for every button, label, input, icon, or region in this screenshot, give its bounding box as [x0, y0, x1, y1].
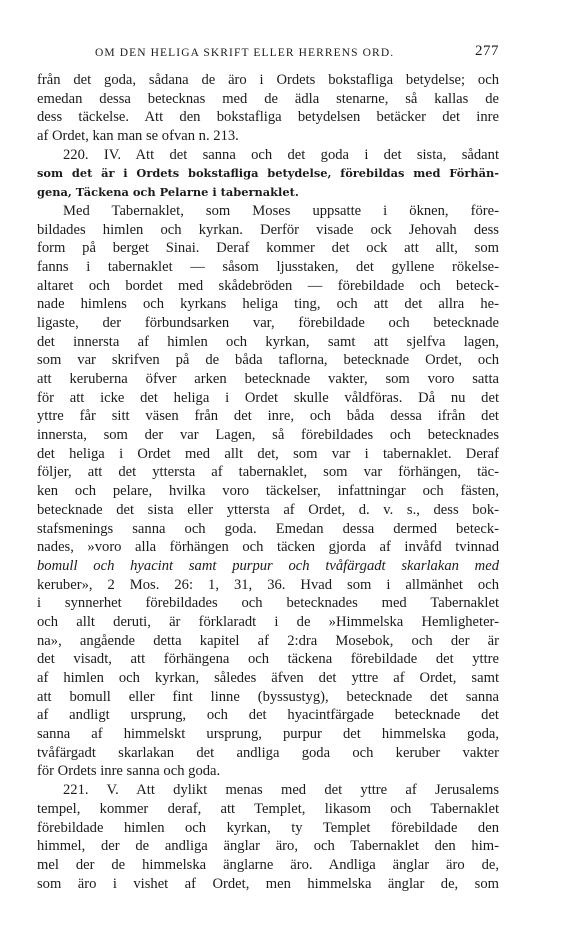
section-heading-line: 220. IV. Att det sanna och det goda i det sista, sådant — [63, 146, 499, 163]
text-line: betecknade det sista eller yttersta af Ordet, d. v. s., dess bok- — [37, 501, 499, 518]
text-line: som var skrifven på de båda taflorna, betecknade Ordet, och — [37, 352, 499, 369]
text-line: förebildade himlen och kyrkan, ty Templet förebildade den — [37, 819, 499, 836]
text-line: af andligt ursprung, och det hyacintfärgade betecknade det — [37, 707, 499, 724]
text-line: mel der de himmelska änglarne äro. Andliga änglar äro de, — [37, 856, 499, 873]
text-line: för Ordets inre sanna och goda. — [37, 763, 221, 780]
page-number: 277 — [475, 43, 499, 59]
section-heading-line: gena, Täckena och Pelarne i tabernaklet. — [37, 185, 299, 200]
section-heading-line: 221. V. Att dylikt menas med det yttre af Jerusalems — [63, 782, 499, 799]
text-line: himmel, der de andliga änglar äro, och Tabernaklet den him- — [37, 838, 499, 855]
text-line: af himlen och kyrkan, således äfven det yttre af Ordet, samt — [37, 670, 499, 686]
text-line: emedan dessa betecknas med de ädla stenarne, så kallas de — [37, 90, 499, 107]
text-line: det heliga i Ordet med allt det, som var i tabernaklet. Deraf — [37, 445, 499, 462]
text-line: na», angående detta kapitel af 2:dra Mosebok, och der är — [37, 632, 499, 649]
text-line: tvåfärgadt skarlakan det andliga goda och keruber vakter — [37, 744, 499, 761]
text-line: tempel, kommer deraf, att Templet, likasom och Tabernaklet — [37, 800, 499, 817]
text-line: för att icke det heliga i Ordet skulle våldföras. Då nu det — [37, 389, 499, 406]
book-page — [37, 0, 499, 928]
text-line: det visadt, att förhängena och täckena förebildade det yttre — [37, 651, 499, 668]
text-line: fanns i tabernaklet — såsom ljusstaken, det gyllene rökelse- — [37, 258, 499, 275]
text-line: och allt deruti, är förklaradt i de »Himmelska Hemligheter- — [37, 613, 499, 630]
body-text — [37, 71, 499, 893]
text-line: af Ordet, kan man se ofvan n. 213. — [37, 128, 239, 145]
text-line: som äro i vishet af Ordet, men himmelska änglar de, som — [37, 875, 499, 892]
text-line: det innersta af himlen och kyrkan, samt att sjelfva lagen, — [37, 333, 499, 350]
section-heading-line: som det är i Ordets bokstafliga betydelse, förebildas med Förhän- — [37, 166, 499, 181]
text-line: innersta, som der var Lagen, så förebildades och betecknades — [37, 427, 499, 444]
text-line: keruber», 2 Mos. 26: 1, 31, 36. Hvad som i allmänhet och — [37, 576, 499, 593]
text-line: ligaste, der förbundsarken var, förebildade och betecknade — [37, 314, 499, 331]
text-line: nade himlens och kyrkans heliga ting, och att det allra he- — [37, 296, 499, 313]
text-line: följer, att det yttersta af tabernaklet, som var förhängen, täc- — [37, 464, 499, 481]
text-line: yttre får sitt väsen från det inre, och båda dessa ifrån det — [37, 408, 499, 425]
text-line: från det goda, sådana de äro i Ordets bokstafliga betydelse; och — [37, 72, 499, 88]
text-line: altaret och bordet med skådebröden — förebildade och beteck- — [37, 277, 499, 294]
text-line: stafsmenings sanna och goda. Emedan dessa dermed beteck- — [37, 520, 499, 537]
text-line: form på berget Sinai. Deraf kommer det ock att allt, som — [37, 240, 499, 257]
text-line: sanna af himmelskt ursprung, purpur det himmelska goda, — [37, 726, 499, 743]
text-line: nades, »voro alla förhängen och täcken gjorda af invåfd tvinnad — [37, 539, 499, 556]
text-line: ken och pelare, hvilka voro täckelser, infattningar och fästen, — [37, 483, 499, 500]
running-head — [37, 44, 499, 64]
running-head-title: OM DEN HELIGA SKRIFT ELLER HERRENS ORD. — [95, 47, 395, 59]
text-line: bildades himlen och kyrkan. Derför visade ock Jehovah dess — [37, 221, 499, 238]
text-line: bomull och hyacint samt purpur och tvåfärgadt skarlakan med — [37, 557, 499, 574]
text-line: att bomull eller fint linne (byssustyg), betecknade det sanna — [37, 688, 499, 705]
text-line: dess täckelse. Att den bokstafliga betydelsen betäcker det inre — [37, 109, 499, 126]
text-line: Med Tabernaklet, som Moses uppsatte i öknen, före- — [63, 202, 499, 219]
text-line: i synnerhet förebildades och betecknades med Tabernaklet — [37, 595, 499, 612]
text-line: att keruberna öfver arken betecknade vakter, som voro satta — [37, 371, 499, 387]
